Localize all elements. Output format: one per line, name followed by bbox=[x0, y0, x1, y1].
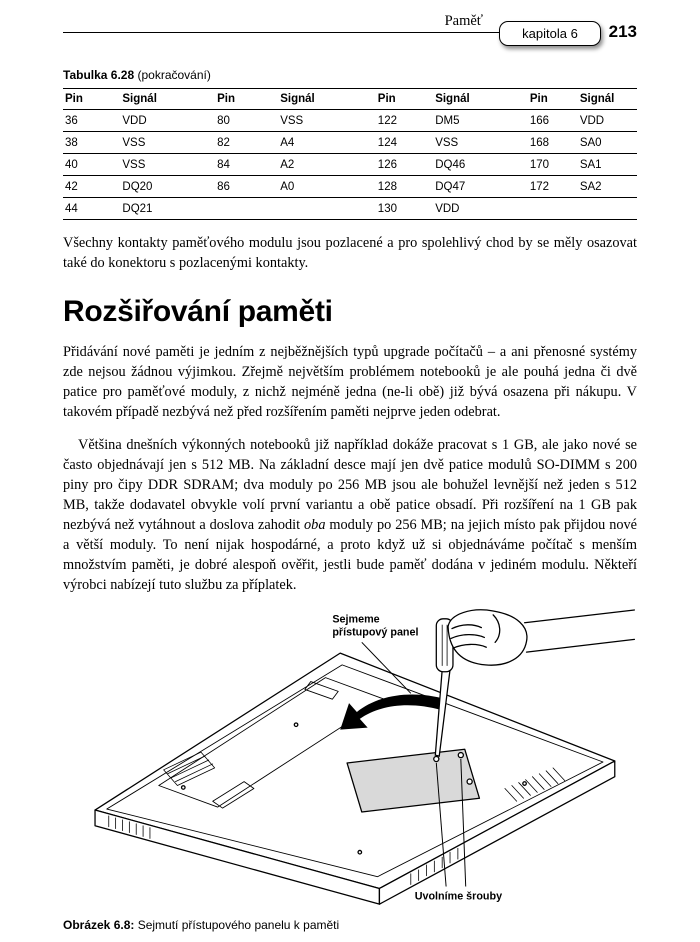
section-paragraph-1: Přidávání nové paměti je jedním z nejběžnějších typů upgrade počítačů – a ani přenosné systémy zde nejsou žádnou výjimkou. Zřejmě největším problémem notebooků je ale pouhá jedna či dvě patice pro paměťové moduly, z nichž nejméně jedna (ne-li obě) již bývá osazena při nákupu. V takovém případě nezbývá než před rozšířením paměti nejprve jeden odebrat. bbox=[63, 344, 637, 421]
table-cell: 82 bbox=[215, 132, 278, 154]
table-header-cell: Pin bbox=[63, 89, 120, 110]
table-cell: SA0 bbox=[578, 132, 637, 154]
table-header-cell: Signál bbox=[433, 89, 528, 110]
figure-caption bbox=[63, 918, 637, 932]
table-caption-suffix: (pokračování) bbox=[134, 68, 211, 82]
intro-paragraph: Všechny kontakty paměťového modulu jsou pozlacené a pro spolehlivý chod by se měly osazovat také do konektoru s pozlacenými kontakty. bbox=[63, 235, 637, 272]
table-cell: 166 bbox=[528, 110, 578, 132]
table-cell: VSS bbox=[120, 154, 215, 176]
table-cell: 126 bbox=[376, 154, 433, 176]
table-cell: 168 bbox=[528, 132, 578, 154]
page-header bbox=[63, 12, 637, 54]
table-cell bbox=[278, 198, 376, 220]
table-cell: VDD bbox=[433, 198, 528, 220]
table-cell: A4 bbox=[278, 132, 376, 154]
table-header-cell: Pin bbox=[528, 89, 578, 110]
pin-signal-table bbox=[63, 88, 637, 220]
table-cell: VSS bbox=[278, 110, 376, 132]
callout-access-panel-line1: Sejmeme bbox=[332, 613, 380, 626]
table-row bbox=[63, 154, 637, 176]
table-row bbox=[63, 110, 637, 132]
table-cell: 42 bbox=[63, 176, 120, 198]
table-cell: 122 bbox=[376, 110, 433, 132]
table-cell: DQ46 bbox=[433, 154, 528, 176]
table-cell: DM5 bbox=[433, 110, 528, 132]
panel-screw bbox=[434, 757, 439, 762]
table-header-cell: Signál bbox=[278, 89, 376, 110]
table-cell: 44 bbox=[63, 198, 120, 220]
callout-access-panel-line2: přístupový panel bbox=[332, 626, 419, 639]
running-head-title: Paměť bbox=[444, 13, 483, 29]
table-header-cell: Pin bbox=[215, 89, 278, 110]
table-cell: 80 bbox=[215, 110, 278, 132]
hand bbox=[448, 610, 634, 665]
table-cell: VSS bbox=[433, 132, 528, 154]
table-cell: 36 bbox=[63, 110, 120, 132]
table-cell: VDD bbox=[120, 110, 215, 132]
header-rule bbox=[63, 32, 499, 33]
table-cell: VSS bbox=[120, 132, 215, 154]
table-header-row bbox=[63, 89, 637, 110]
table-cell: 130 bbox=[376, 198, 433, 220]
table-cell bbox=[578, 198, 637, 220]
table-cell: 38 bbox=[63, 132, 120, 154]
chapter-tab: kapitola 6 bbox=[499, 21, 601, 46]
table-cell: A2 bbox=[278, 154, 376, 176]
table-row bbox=[63, 198, 637, 220]
section-paragraph-2 bbox=[63, 435, 637, 595]
table-cell: 172 bbox=[528, 176, 578, 198]
table-cell: SA1 bbox=[578, 154, 637, 176]
table-caption bbox=[63, 68, 637, 82]
table-row bbox=[63, 176, 637, 198]
paragraph-2-italic: oba bbox=[304, 517, 326, 534]
table-caption-number: Tabulka 6.28 bbox=[63, 68, 135, 82]
page-number: 213 bbox=[608, 22, 637, 41]
callout-screws-label: Uvolníme šrouby bbox=[414, 890, 503, 903]
paragraph-2-text: Většina dnešních výkonných notebooků již například dokáže pracovat s 1 GB, ale jako nové se často objednávají jen s 512 MB. Na základní desce mají jen dvě patice modulů SO-DIMM s 200 piny pro čipy DDR SDRAM; dva moduly po 256 MB jsou ale bohužel levnější než jeden s 512 MB, takže dodavatel obvykle volí první variantu a obě patice obsadí. Při rozšíření na 1 GB pak nezbývá než vytáhnout a doslova zahodit bbox=[63, 437, 637, 534]
table-cell bbox=[215, 198, 278, 220]
table-row bbox=[63, 132, 637, 154]
table-cell: A0 bbox=[278, 176, 376, 198]
table-cell: DQ47 bbox=[433, 176, 528, 198]
panel-screw bbox=[467, 779, 472, 784]
panel-screw bbox=[458, 753, 463, 758]
table-cell: 84 bbox=[215, 154, 278, 176]
table-cell: 128 bbox=[376, 176, 433, 198]
table-header-cell: Signál bbox=[120, 89, 215, 110]
table-header-cell: Pin bbox=[376, 89, 433, 110]
table-cell: 86 bbox=[215, 176, 278, 198]
table-cell: 170 bbox=[528, 154, 578, 176]
section-heading: Rozšiřování paměti bbox=[63, 295, 333, 329]
table-cell: SA2 bbox=[578, 176, 637, 198]
table-cell: DQ21 bbox=[120, 198, 215, 220]
table-cell bbox=[528, 198, 578, 220]
table-header-cell: Signál bbox=[578, 89, 637, 110]
figure-caption-number: Obrázek 6.8: bbox=[63, 918, 135, 933]
paragraph-2-text: moduly po 256 MB; na jejich místo pak přijdou nové a větší moduly. To není nijak hospodárné, a proto když už si objednáváme počítač s menším množstvím paměti, je dobré alespoň ověřit, jestli bude paměť dodána v jediném modulu. Někteří výrobci nabízejí tuto službu za příplatek. bbox=[63, 517, 638, 594]
figure-caption-text: Sejmutí přístupového panelu k paměti bbox=[134, 918, 340, 933]
laptop-illustration bbox=[63, 609, 637, 913]
figure-6-8 bbox=[63, 609, 637, 932]
table-cell: VDD bbox=[578, 110, 637, 132]
table-cell: 40 bbox=[63, 154, 120, 176]
table-cell: DQ20 bbox=[120, 176, 215, 198]
table-cell: 124 bbox=[376, 132, 433, 154]
